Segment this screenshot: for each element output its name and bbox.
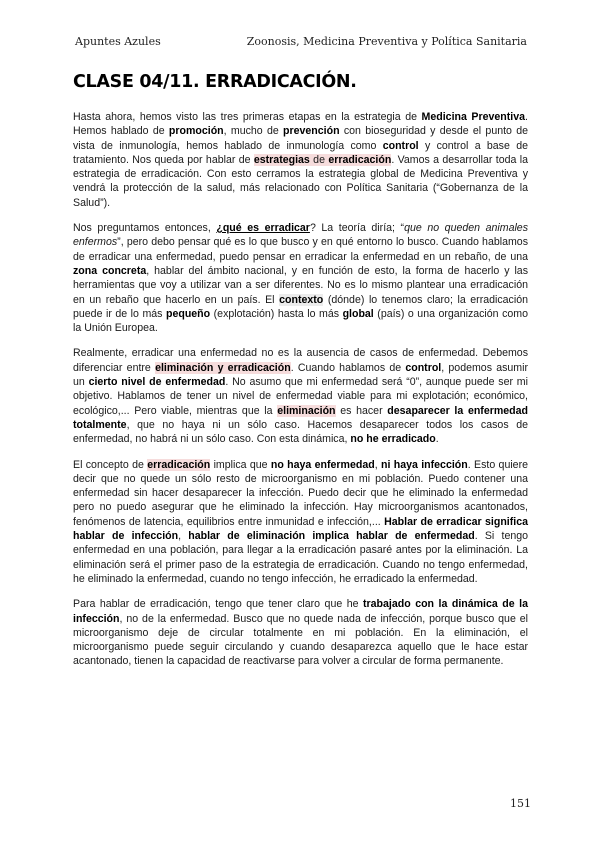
- bold-text: contexto: [279, 293, 324, 306]
- text-run: (país) o una organización como la Unión Europea.: [73, 307, 528, 335]
- page-title: CLASE 04/11. ERRADICACIÓN.: [73, 72, 357, 92]
- paragraph-2: [73, 221, 528, 335]
- text-run: .: [435, 433, 439, 446]
- paragraph-1: [73, 110, 528, 210]
- header-right: Zoonosis, Medicina Preventiva y Política Sanitaria: [246, 35, 527, 48]
- bold-text: Hablar de erradicar significa hablar de infección: [73, 515, 529, 543]
- bold-text: estrategias: [253, 153, 310, 166]
- text-run: , mucho de: [223, 125, 284, 138]
- text-run: . Vamos a desarrollar toda la estrategia de erradicación. Con esto cerramos la estrategia global de Medicina Preventiva y vendrá la protección de la salud, más relacionado con Política Sanitaria (“Gobernanza de la Salud”).: [73, 153, 528, 209]
- bold-text: trabajado con la dinámica de la infección: [73, 598, 528, 625]
- italic-text: que no queden animales enfermos: [73, 222, 528, 249]
- text-run: implica que: [210, 458, 271, 471]
- bold-text: pequeño: [165, 307, 211, 320]
- bold-text: global: [342, 307, 374, 320]
- text-run: Realmente, erradicar una enfermedad no es la ausencia de casos de enfermedad. Debemos diferenciar entre: [73, 347, 528, 374]
- text-run: con bioseguridad y desde el punto de vista de inmunología, hemos hablado de inmunología como: [73, 125, 529, 152]
- highlight: [254, 154, 391, 166]
- bold-text: control: [382, 139, 419, 152]
- text-run: ,: [374, 458, 381, 471]
- text-run: Hasta ahora, hemos visto las tres primeras etapas en la estrategia de: [73, 111, 422, 123]
- bold-text: control: [405, 361, 442, 374]
- bold-text: eliminación y erradicación: [155, 361, 291, 374]
- bold-text: zona concreta: [73, 264, 147, 277]
- text-run: , podemos asumir un: [73, 361, 528, 389]
- text-run: , no de la enfermedad. Busco que no quede nada de infección, porque busco que el microorganismo deje de circular totalmente en mi población. En la eliminación, el microorganismo puede seguir circulando y cuando desaparezca aquello que le hace estar acantonado, tienen la capacidad de reactivarse para volver a circular de forma permanente.: [73, 612, 528, 668]
- bold-text: hablar de eliminación implica hablar de enfermedad: [188, 530, 475, 543]
- bold-text: promoción: [168, 125, 224, 138]
- document-body: [73, 110, 528, 680]
- paragraph-5: [73, 597, 528, 668]
- text-run: Nos preguntamos entonces,: [73, 222, 217, 235]
- header-left: Apuntes Azules: [75, 35, 161, 48]
- text-run: Para hablar de erradicación, tengo que tener claro que he: [73, 598, 364, 611]
- bold-text: cierto nivel de enfermedad: [88, 376, 226, 389]
- bold-text: Medicina Preventiva: [421, 111, 526, 123]
- text-run: (explotación) hasta lo más: [210, 307, 343, 320]
- text-run: . Hemos hablado de: [73, 111, 528, 138]
- bold-text: prevención: [283, 125, 340, 138]
- text-run: , hablar del ámbito nacional, y en función de esto, la forma de hacerlo y las herramientas que voy a utilizar van a ser diferentes. No es lo mismo plantear una erradicación en un rebaño que hacerlo en un país. El: [73, 264, 528, 306]
- text-run: y control a base de tratamiento. Nos queda por hablar de: [73, 139, 528, 166]
- text-run: (dónde) lo tenemos claro; la erradicación puede ir de lo más: [73, 293, 528, 320]
- page-number: 151: [510, 797, 531, 810]
- text-run: es hacer: [335, 404, 388, 417]
- text-run: . Esto quiere decir que no quede un sólo resto de microorganismo en mi población. Puedo contener una enfermedad sin hacer desaparecer la infección. Puedo decir que he eliminado la enfermedad pero no puedo asegurar que he eliminado la infección. Hay microorganismos acantonados, fenómenos de latencia, equilibrios entre inmunidad e infección,...: [73, 458, 528, 528]
- text-run: , que no haya ni un sólo caso. Hacemos desaparecer todos los casos de enfermedad, no habrá ni un sólo caso. Con esta dinámica,: [73, 418, 528, 446]
- text-run: ”, pero debo pensar qué es lo que busco y en qué entorno lo busco. Cuando hablamos de erradicar una enfermedad, puedo pensar en erradicar la enfermedad en un rebaño, de una: [73, 236, 528, 263]
- bold-text: ni haya infección: [380, 458, 468, 471]
- paragraph-4: [73, 458, 528, 587]
- text-run: El concepto de: [73, 458, 148, 471]
- bold-text: no haya enfermedad: [270, 458, 375, 471]
- bold-text: erradicación: [328, 153, 392, 166]
- paragraph-3: [73, 346, 528, 446]
- bold-text: desaparecer la enfermedad totalmente: [73, 404, 528, 431]
- bold-text: erradicación: [147, 458, 211, 471]
- text-run: . Si tengo enfermedad en una población, para llegar a la erradicación pasaré antes por la eliminación. La eliminación será el primer paso de la estrategia de erradicación. Cuando no tengo enfermedad, he eliminado la enfermedad, cuando no tengo infección, he erradicado la enfermedad.: [73, 530, 529, 585]
- bold-text: no he erradicado: [350, 433, 436, 446]
- bold-text: eliminación: [277, 404, 336, 417]
- bold-underlined-text: ¿qué es erradicar: [216, 222, 310, 235]
- text-run: de: [309, 153, 329, 166]
- text-run: ? La teoría diría; “: [309, 222, 405, 235]
- text-run: ,: [178, 530, 189, 543]
- text-run: . Cuando hablamos de: [290, 361, 406, 374]
- text-run: . No asumo que mi enfermedad será “0”, aunque puede ser mi objetivo. Hablamos de tener un nivel de enfermedad viable para mi explotación; económico, ecológico,... Pero viable, mientras que la: [73, 376, 528, 417]
